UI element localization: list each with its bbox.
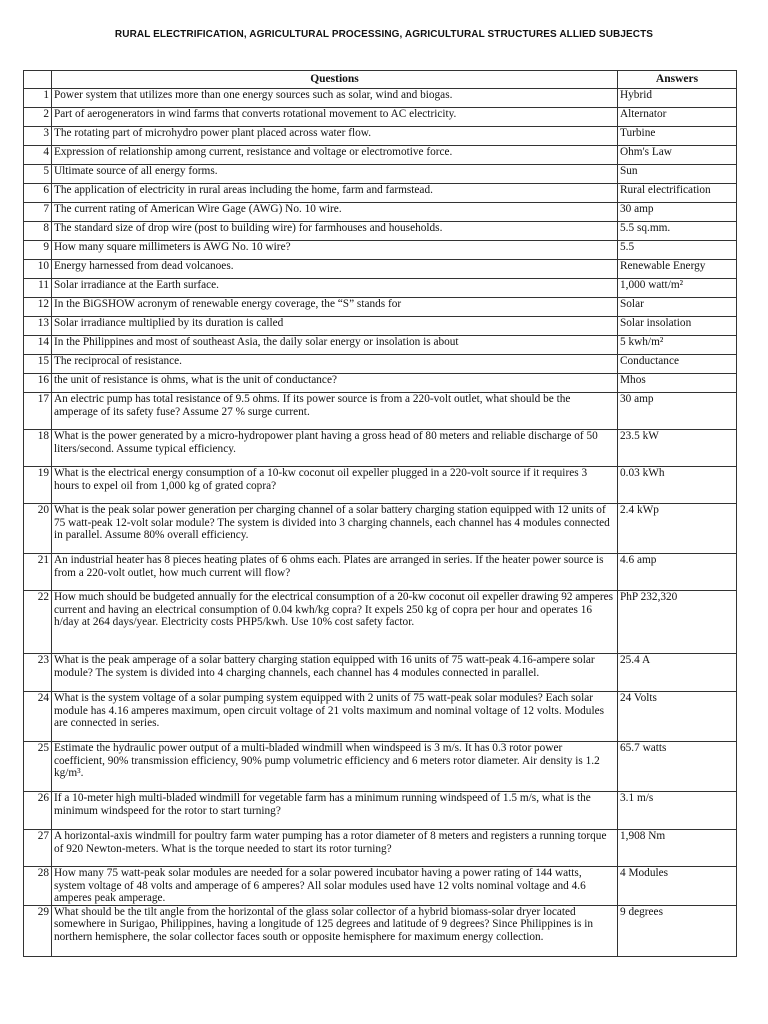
question-cell: A horizontal-axis windmill for poultry farm water pumping has a rotor diameter of 8 meters and registers a running torque of 920 Newton-meters. What is the torque needed to start its rotor turning?	[52, 830, 618, 867]
table-row	[24, 298, 737, 317]
table-row	[24, 393, 737, 430]
answer-cell: Renewable Energy	[618, 260, 737, 279]
table-row	[24, 554, 737, 591]
question-cell: Power system that utilizes more than one energy sources such as solar, wind and biogas.	[52, 89, 618, 108]
row-number: 20	[24, 504, 52, 554]
row-number: 10	[24, 260, 52, 279]
table-row	[24, 146, 737, 165]
table-row	[24, 504, 737, 554]
question-cell: Energy harnessed from dead volcanoes.	[52, 260, 618, 279]
row-number: 25	[24, 742, 52, 792]
table-row	[24, 654, 737, 692]
answer-cell: Sun	[618, 165, 737, 184]
answer-cell: Hybrid	[618, 89, 737, 108]
answer-cell: PhP 232,320	[618, 591, 737, 654]
answer-cell: Alternator	[618, 108, 737, 127]
answer-cell: 25.4 A	[618, 654, 737, 692]
row-number: 21	[24, 554, 52, 591]
table-row	[24, 241, 737, 260]
answer-cell: Rural electrification	[618, 184, 737, 203]
table-row	[24, 165, 737, 184]
question-cell: What is the system voltage of a solar pumping system equipped with 2 units of 75 watt-peak solar modules? Each solar module has 4.16 amperes maximum, open circuit voltage of 21 volts maximum and nominal voltage of 12 volts. Modules are connected in series.	[52, 692, 618, 742]
row-number: 8	[24, 222, 52, 241]
header-answers: Answers	[618, 71, 737, 89]
row-number: 19	[24, 467, 52, 504]
question-cell: If a 10-meter high multi-bladed windmill for vegetable farm has a minimum running windspeed of 1.5 m/s, what is the minimum windspeed for the rotor to start turning?	[52, 792, 618, 830]
question-cell: In the BiGSHOW acronym of renewable energy coverage, the “S” stands for	[52, 298, 618, 317]
table-row	[24, 184, 737, 203]
table-row	[24, 792, 737, 830]
answer-cell: 9 degrees	[618, 905, 737, 956]
row-number: 12	[24, 298, 52, 317]
answer-cell: 4.6 amp	[618, 554, 737, 591]
qa-table	[23, 70, 737, 957]
table-row	[24, 591, 737, 654]
table-row	[24, 222, 737, 241]
row-number: 7	[24, 203, 52, 222]
table-row	[24, 260, 737, 279]
table-body	[24, 89, 737, 957]
question-cell: The standard size of drop wire (post to building wire) for farmhouses and households.	[52, 222, 618, 241]
answer-cell: 5.5	[618, 241, 737, 260]
table-header-row	[24, 71, 737, 89]
table-row	[24, 430, 737, 467]
question-cell: the unit of resistance is ohms, what is the unit of conductance?	[52, 374, 618, 393]
question-cell: Part of aerogenerators in wind farms that converts rotational movement to AC electricity.	[52, 108, 618, 127]
document-title: RURAL ELECTRIFICATION, AGRICULTURAL PROCESSING, AGRICULTURAL STRUCTURES ALLIED SUBJECTS	[114, 29, 654, 40]
table-row	[24, 355, 737, 374]
question-cell: Solar irradiance at the Earth surface.	[52, 279, 618, 298]
row-number: 29	[24, 905, 52, 956]
header-number	[24, 71, 52, 89]
table-row	[24, 905, 737, 956]
question-cell: The current rating of American Wire Gage (AWG) No. 10 wire.	[52, 203, 618, 222]
answer-cell: 1,000 watt/m²	[618, 279, 737, 298]
table-row	[24, 127, 737, 146]
table-row	[24, 830, 737, 867]
answer-cell: 23.5 kW	[618, 430, 737, 467]
row-number: 5	[24, 165, 52, 184]
table-row	[24, 336, 737, 355]
row-number: 27	[24, 830, 52, 867]
row-number: 26	[24, 792, 52, 830]
table-row	[24, 317, 737, 336]
row-number: 28	[24, 867, 52, 906]
question-cell: An electric pump has total resistance of 9.5 ohms. If its power source is from a 220-volt outlet, what should be the amperage of its safety fuse? Assume 27 % surge current.	[52, 393, 618, 430]
answer-cell: Conductance	[618, 355, 737, 374]
answer-cell: 5.5 sq.mm.	[618, 222, 737, 241]
question-cell: The rotating part of microhydro power plant placed across water flow.	[52, 127, 618, 146]
answer-cell: 30 amp	[618, 393, 737, 430]
row-number: 9	[24, 241, 52, 260]
question-cell: How much should be budgeted annually for the electrical consumption of a 20-kw coconut oil expeller drawing 92 amperes current and having an electrical consumption of 0.04 kwh/kg copra? It expels 250 kg of copra per hour and operates 16 h/day at 264 days/year. Electricity costs PHP5/kwh. Use 10% cost safety factor.	[52, 591, 618, 654]
question-cell: An industrial heater has 8 pieces heating plates of 6 ohms each. Plates are arranged in series. If the heater power source is from a 220-volt outlet, how much current will flow?	[52, 554, 618, 591]
table-row	[24, 692, 737, 742]
table-row	[24, 374, 737, 393]
row-number: 3	[24, 127, 52, 146]
answer-cell: 30 amp	[618, 203, 737, 222]
question-cell: Expression of relationship among current, resistance and voltage or electromotive force.	[52, 146, 618, 165]
row-number: 23	[24, 654, 52, 692]
row-number: 17	[24, 393, 52, 430]
question-cell: What is the electrical energy consumption of a 10-kw coconut oil expeller plugged in a 220-volt source if it requires 3 hours to expel oil from 1,000 kg of grated copra?	[52, 467, 618, 504]
answer-cell: Mhos	[618, 374, 737, 393]
answer-cell: 3.1 m/s	[618, 792, 737, 830]
question-cell: What is the peak amperage of a solar battery charging station equipped with 16 units of 75 watt-peak 4.16-ampere solar module? The system is divided into 4 charging channels, each channel has 4 modules connected in parallel.	[52, 654, 618, 692]
row-number: 14	[24, 336, 52, 355]
table-row	[24, 108, 737, 127]
answer-cell: 1,908 Nm	[618, 830, 737, 867]
row-number: 4	[24, 146, 52, 165]
answer-cell: Ohm's Law	[618, 146, 737, 165]
table-row	[24, 742, 737, 792]
question-cell: The reciprocal of resistance.	[52, 355, 618, 374]
row-number: 2	[24, 108, 52, 127]
table-row	[24, 867, 737, 906]
question-cell: The application of electricity in rural areas including the home, farm and farmstead.	[52, 184, 618, 203]
row-number: 18	[24, 430, 52, 467]
question-cell: How many 75 watt-peak solar modules are needed for a solar powered incubator having a power rating of 144 watts, system voltage of 48 volts and amperage of 6 amperes? All solar modules used have 12 volts nominal voltage and 4.6 amperes peak amperage.	[52, 867, 618, 906]
row-number: 1	[24, 89, 52, 108]
question-cell: Solar irradiance multiplied by its duration is called	[52, 317, 618, 336]
row-number: 22	[24, 591, 52, 654]
row-number: 16	[24, 374, 52, 393]
question-cell: In the Philippines and most of southeast Asia, the daily solar energy or insolation is about	[52, 336, 618, 355]
question-cell: Estimate the hydraulic power output of a multi-bladed windmill when windspeed is 3 m/s. It has 0.3 rotor power coefficient, 90% transmission efficiency, 90% pump volumetric efficiency and 6 meters rotor diameter. Air density is 1.2 kg/m³.	[52, 742, 618, 792]
table-row	[24, 279, 737, 298]
answer-cell: 5 kwh/m²	[618, 336, 737, 355]
table-row	[24, 203, 737, 222]
answer-cell: 2.4 kWp	[618, 504, 737, 554]
answer-cell: 0.03 kWh	[618, 467, 737, 504]
answer-cell: 65.7 watts	[618, 742, 737, 792]
answer-cell: Solar insolation	[618, 317, 737, 336]
answer-cell: 4 Modules	[618, 867, 737, 906]
table-row	[24, 467, 737, 504]
answer-cell: Solar	[618, 298, 737, 317]
row-number: 13	[24, 317, 52, 336]
answer-cell: Turbine	[618, 127, 737, 146]
question-cell: What is the peak solar power generation per charging channel of a solar battery charging station equipped with 12 units of 75 watt-peak 12-volt solar module? The system is divided into 3 charging channels, each channel has 4 modules connected in parallel. Assume 80% overall efficiency.	[52, 504, 618, 554]
row-number: 24	[24, 692, 52, 742]
row-number: 11	[24, 279, 52, 298]
row-number: 6	[24, 184, 52, 203]
table-row	[24, 89, 737, 108]
row-number: 15	[24, 355, 52, 374]
answer-cell: 24 Volts	[618, 692, 737, 742]
question-cell: Ultimate source of all energy forms.	[52, 165, 618, 184]
question-cell: What is the power generated by a micro-hydropower plant having a gross head of 80 meters and reliable discharge of 50 liters/second. Assume typical efficiency.	[52, 430, 618, 467]
header-questions: Questions	[52, 71, 618, 89]
question-cell: What should be the tilt angle from the horizontal of the glass solar collector of a hybrid biomass-solar dryer located somewhere in Surigao, Philippines, having a longitude of 125 degrees and latitude of 9 degrees? Since Philippines is in northern hemisphere, the solar collector faces south or opposite hemisphere for maximum energy collection.	[52, 905, 618, 956]
question-cell: How many square millimeters is AWG No. 10 wire?	[52, 241, 618, 260]
